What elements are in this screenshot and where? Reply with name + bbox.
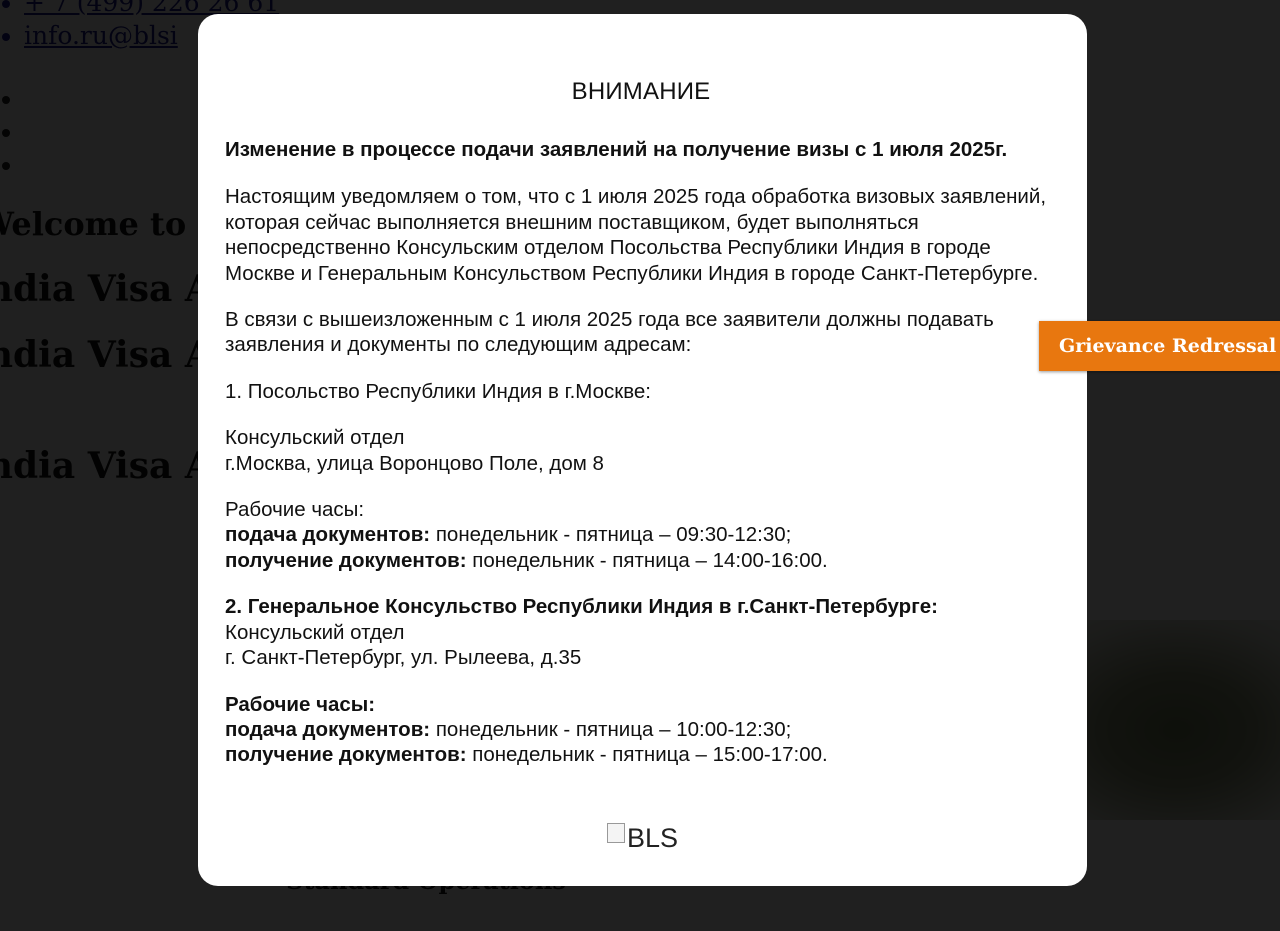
moscow-submit-value: понедельник - пятница – 09:30-12:30; bbox=[430, 523, 792, 547]
spb-dept: Консульский отдел bbox=[225, 620, 405, 644]
broken-image-icon bbox=[607, 823, 625, 843]
moscow-heading: 1. Посольство Республики Индия в г.Москве: bbox=[225, 379, 651, 403]
moscow-address-block bbox=[225, 425, 1057, 476]
moscow-address: г.Москва, улица Воронцово Поле, дом 8 bbox=[225, 451, 604, 475]
moscow-dept: Консульский отдел bbox=[225, 426, 405, 450]
modal-paragraph-addresses: В связи с вышеизложенным с 1 июля 2025 года все заявители должны подавать заявления и документы по следующим адресам: bbox=[225, 308, 994, 357]
logo-container bbox=[198, 823, 1087, 855]
modal-paragraph-intro: Настоящим уведомляем о том, что с 1 июля 2025 года обработка визовых заявлений, которая сейчас выполняется внешним поставщиком, будет выполняться непосредственно Консульским отделом Посольства Республики Индия в городе Москве и Генеральным Консульством Республики Индия в городе Санкт-Петербурге. bbox=[225, 185, 1047, 285]
spb-block bbox=[225, 594, 1057, 670]
moscow-hours-label: Рабочие часы: bbox=[225, 498, 365, 522]
spb-hours-label: Рабочие часы: bbox=[225, 692, 376, 716]
moscow-submit-label: подача документов: bbox=[225, 523, 431, 547]
spb-receive-label: получение документов: bbox=[225, 743, 467, 767]
moscow-receive-label: получение документов: bbox=[225, 548, 467, 572]
bls-logo bbox=[607, 823, 679, 853]
moscow-hours-block bbox=[225, 497, 1057, 573]
grievance-redressal-button[interactable]: Grievance Redressal bbox=[1039, 321, 1280, 371]
spb-heading: 2. Генеральное Консульство Республики Индия в г.Санкт-Петербурге: bbox=[225, 595, 938, 619]
spb-hours-block bbox=[225, 692, 1057, 768]
spb-submit-label: подача документов: bbox=[225, 717, 431, 741]
spb-submit-value: понедельник - пятница – 10:00-12:30; bbox=[430, 717, 792, 741]
modal-lead: Изменение в процессе подачи заявлений на получение визы с 1 июля 2025г. bbox=[225, 138, 1008, 161]
bls-logo-alt: BLS bbox=[626, 823, 679, 853]
spb-address: г. Санкт-Петербург, ул. Рылеева, д.35 bbox=[225, 646, 582, 670]
spb-receive-value: понедельник - пятница – 15:00-17:00. bbox=[466, 743, 828, 767]
announcement-modal bbox=[198, 14, 1087, 886]
modal-title: ВНИМАНИЕ bbox=[571, 78, 711, 105]
moscow-receive-value: понедельник - пятница – 14:00-16:00. bbox=[466, 548, 828, 572]
